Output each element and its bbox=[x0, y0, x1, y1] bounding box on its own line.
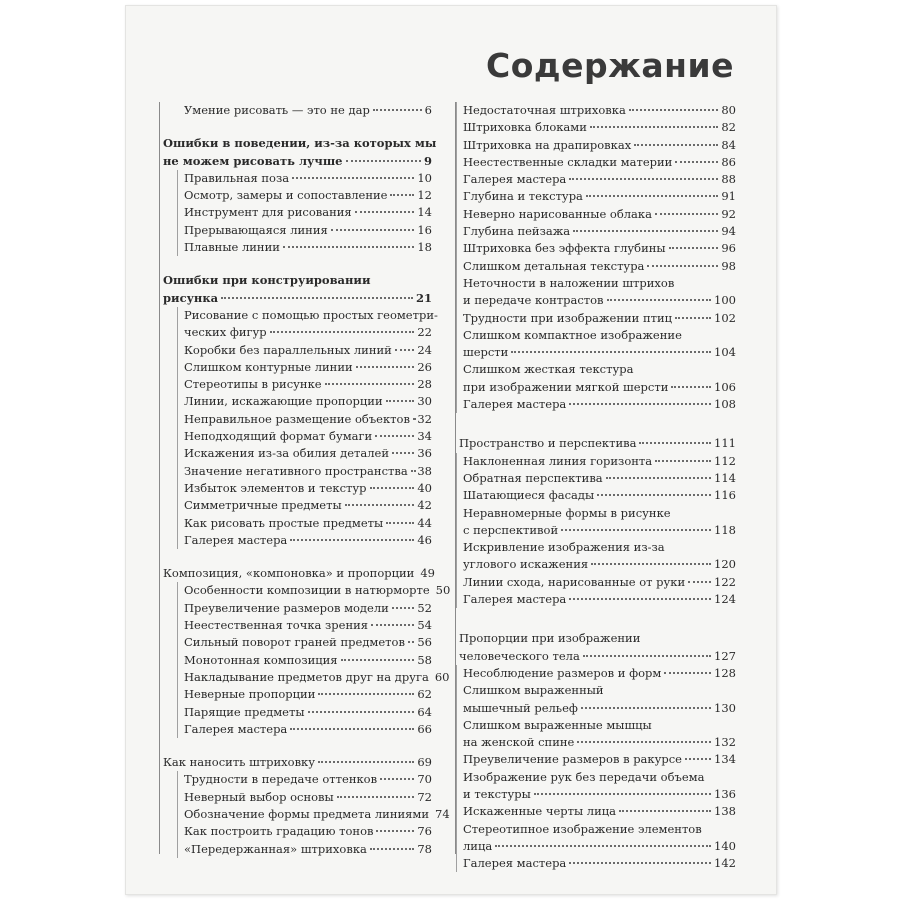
page-number: 78 bbox=[417, 841, 432, 856]
entry-title: Неверные пропорции bbox=[184, 687, 316, 702]
page-number: 36 bbox=[417, 446, 432, 461]
page-number: 88 bbox=[721, 172, 736, 187]
entry-title: Шатающиеся фасады bbox=[463, 488, 595, 503]
toc-entry[interactable] bbox=[457, 258, 736, 275]
book-page bbox=[125, 5, 777, 895]
dot-leader bbox=[685, 758, 711, 760]
toc-entry[interactable] bbox=[178, 480, 432, 497]
page-number: 52 bbox=[417, 600, 432, 615]
page-number: 108 bbox=[714, 397, 736, 412]
entry-title: Стереотипы в рисунке bbox=[184, 377, 322, 392]
page-number: 64 bbox=[417, 704, 432, 719]
dot-leader bbox=[647, 265, 718, 267]
toc-entry-line[interactable]: Рисование с помощью простых геометри- bbox=[184, 307, 438, 322]
dot-leader bbox=[386, 522, 414, 524]
page-number: 114 bbox=[714, 470, 736, 485]
entry-title: Пространство и перспектива bbox=[459, 436, 637, 451]
section-title-entry[interactable] bbox=[456, 435, 736, 452]
page-number: 118 bbox=[714, 522, 736, 537]
toc-entry[interactable] bbox=[457, 154, 736, 171]
entry-title: и передаче контрастов bbox=[463, 293, 604, 308]
dot-leader bbox=[318, 761, 414, 763]
dot-leader bbox=[629, 109, 719, 111]
entry-title: не можем рисовать лучше bbox=[163, 153, 343, 168]
entry-title: Правильная поза bbox=[184, 170, 290, 185]
page-number: 42 bbox=[417, 498, 432, 513]
page-number: 138 bbox=[714, 804, 736, 819]
toc-entry[interactable] bbox=[178, 634, 432, 651]
entry-title: Симметричные предметы bbox=[184, 498, 342, 513]
entry-title: Обратная перспектива bbox=[463, 470, 603, 485]
entry-title: Прерывающаяся линия bbox=[184, 222, 328, 237]
dot-leader bbox=[669, 247, 719, 249]
toc-entry[interactable] bbox=[457, 700, 736, 717]
entry-title: Обозначение формы предмета линиями bbox=[184, 806, 430, 821]
dot-leader bbox=[590, 126, 718, 128]
entry-title: Линии, искажающие пропорции bbox=[184, 394, 383, 409]
dot-leader bbox=[664, 672, 711, 674]
page-number: 62 bbox=[417, 687, 432, 702]
toc-entry[interactable] bbox=[457, 310, 736, 327]
entry-title: Галерея мастера bbox=[463, 592, 567, 607]
toc-entry[interactable] bbox=[457, 240, 736, 257]
entry-title: Избыток элементов и текстур bbox=[184, 480, 367, 495]
page-number: 24 bbox=[417, 342, 432, 357]
toc-entry[interactable] bbox=[457, 188, 736, 205]
dot-leader bbox=[386, 400, 415, 402]
dot-leader bbox=[577, 741, 711, 743]
page-number: 49 bbox=[420, 566, 435, 581]
toc-entry[interactable] bbox=[178, 428, 432, 445]
toc-entry[interactable] bbox=[457, 838, 736, 855]
entry-title: Глубина и текстура bbox=[463, 189, 583, 204]
dot-leader bbox=[511, 351, 711, 353]
dot-leader bbox=[371, 624, 414, 626]
page-number: 136 bbox=[714, 786, 736, 801]
section-title-entry[interactable] bbox=[160, 290, 432, 307]
toc-entry[interactable] bbox=[457, 379, 736, 396]
page-number: 128 bbox=[714, 665, 736, 680]
toc-entry[interactable] bbox=[178, 170, 432, 187]
page-number: 76 bbox=[417, 824, 432, 839]
dot-leader bbox=[318, 693, 414, 695]
toc-section-6 bbox=[456, 630, 736, 872]
dot-leader bbox=[270, 331, 415, 333]
dot-leader bbox=[569, 598, 711, 600]
entry-title: Парящие предметы bbox=[184, 704, 305, 719]
page-number: 96 bbox=[721, 241, 736, 256]
toc-column-right bbox=[455, 102, 736, 871]
dot-leader bbox=[292, 177, 414, 179]
toc-entry[interactable] bbox=[457, 292, 736, 309]
dot-leader bbox=[534, 793, 711, 795]
toc-entry[interactable] bbox=[457, 206, 736, 223]
toc-entry-line[interactable]: Неравномерные формы в рисунке bbox=[463, 505, 671, 520]
entry-title: Трудности при изображении птиц bbox=[463, 310, 673, 325]
toc-entry[interactable] bbox=[178, 102, 432, 119]
page-number: 124 bbox=[714, 592, 736, 607]
section-title-entry[interactable] bbox=[160, 754, 432, 771]
dot-leader bbox=[671, 386, 711, 388]
entry-title: Неверный выбор основы bbox=[184, 789, 334, 804]
page-number: 16 bbox=[417, 222, 432, 237]
page-number: 69 bbox=[417, 755, 432, 770]
dot-leader bbox=[655, 460, 711, 462]
page-number: 6 bbox=[424, 103, 432, 117]
page-number: 132 bbox=[714, 735, 736, 750]
dot-leader bbox=[639, 442, 711, 444]
dot-leader bbox=[370, 848, 414, 850]
page-number: 22 bbox=[417, 325, 432, 340]
page-number: 58 bbox=[417, 652, 432, 667]
toc-section-3 bbox=[160, 565, 451, 738]
page-number: 21 bbox=[415, 290, 432, 305]
entry-title: Композиция, «компоновка» и пропорции bbox=[163, 566, 415, 581]
toc-entry[interactable] bbox=[457, 855, 736, 872]
toc-entry[interactable] bbox=[457, 119, 736, 136]
toc-entry[interactable] bbox=[178, 806, 450, 823]
page-number: 82 bbox=[721, 120, 736, 135]
dot-leader bbox=[606, 477, 711, 479]
entry-title: Штриховка на драпировках bbox=[463, 137, 632, 152]
toc-entry-line[interactable]: Слишком выраженный bbox=[463, 683, 604, 698]
entry-title: Плавные линии bbox=[184, 240, 280, 255]
toc-entry[interactable] bbox=[178, 463, 432, 480]
toc-entry[interactable] bbox=[178, 497, 432, 514]
toc-entry[interactable] bbox=[178, 376, 432, 393]
toc-entry[interactable] bbox=[178, 600, 432, 617]
page-number: 40 bbox=[417, 480, 432, 495]
dot-leader bbox=[591, 563, 711, 565]
entry-title: Штриховка без эффекта глубины bbox=[463, 241, 666, 256]
toc-entry[interactable] bbox=[178, 411, 432, 428]
page-number: 10 bbox=[417, 170, 432, 185]
entry-title: Штриховка блоками bbox=[463, 120, 587, 135]
entry-title: Искажения из-за обилия деталей bbox=[184, 446, 390, 461]
dot-leader bbox=[390, 194, 414, 196]
toc-entry[interactable] bbox=[178, 393, 432, 410]
entry-title: Линии схода, нарисованные от руки bbox=[463, 574, 686, 589]
entry-title: Несоблюдение размеров и форм bbox=[463, 665, 662, 680]
page-number: 12 bbox=[417, 188, 432, 203]
dot-leader bbox=[392, 452, 414, 454]
toc-entry[interactable] bbox=[178, 841, 432, 858]
entry-title: Сильный поворот граней предметов bbox=[184, 635, 405, 650]
dot-leader bbox=[634, 144, 718, 146]
dot-leader bbox=[346, 160, 421, 162]
toc-entry[interactable] bbox=[457, 102, 736, 119]
page-number: 50 bbox=[435, 583, 451, 598]
page-number: 111 bbox=[714, 436, 736, 451]
dot-leader bbox=[413, 418, 414, 420]
entry-title: Накладывание предметов друг на друга bbox=[184, 669, 429, 684]
dot-leader bbox=[308, 711, 415, 713]
section-title: Ошибки при конструировании bbox=[163, 273, 371, 288]
toc-entry[interactable] bbox=[178, 204, 432, 221]
page-number: 116 bbox=[714, 488, 736, 503]
entry-title: Галерея мастера bbox=[463, 397, 567, 412]
entry-title: Галерея мастера bbox=[184, 721, 288, 736]
toc-entry[interactable] bbox=[178, 515, 432, 532]
dot-leader bbox=[337, 796, 415, 798]
page-number: 127 bbox=[714, 648, 736, 663]
dot-leader bbox=[373, 109, 422, 111]
page-number: 14 bbox=[417, 205, 432, 220]
toc-entry[interactable] bbox=[457, 803, 736, 820]
page-number: 60 bbox=[434, 669, 450, 684]
toc-entry[interactable] bbox=[178, 532, 432, 549]
entry-title: при изображении мягкой шерсти bbox=[463, 379, 669, 394]
dot-leader bbox=[395, 349, 415, 351]
entry-title: лица bbox=[463, 838, 493, 853]
page-number: 142 bbox=[714, 856, 736, 871]
dot-leader bbox=[341, 659, 415, 661]
page-number: 130 bbox=[714, 700, 736, 715]
page-number: 72 bbox=[417, 789, 432, 804]
page-number: 104 bbox=[714, 345, 736, 360]
entry-title: Искаженные черты лица bbox=[463, 804, 617, 819]
entry-title: Неестественная точка зрения bbox=[184, 618, 369, 633]
entry-title: Особенности композиции в натюрморте bbox=[184, 583, 430, 598]
entry-title: Осмотр, замеры и сопоставление bbox=[184, 188, 388, 203]
toc-entry[interactable] bbox=[178, 359, 432, 376]
entry-title: Глубина пейзажа bbox=[463, 224, 571, 239]
entry-title: Галерея мастера bbox=[184, 532, 288, 547]
page-number: 34 bbox=[417, 429, 432, 444]
dot-leader bbox=[370, 487, 415, 489]
entry-title: Коробки без параллельных линий bbox=[184, 342, 392, 357]
toc-entry[interactable] bbox=[178, 445, 432, 462]
toc-entry-line[interactable]: Искривление изображения из-за bbox=[463, 540, 665, 555]
dot-leader bbox=[290, 539, 414, 541]
entry-title: Слишком контурные линии bbox=[184, 359, 353, 374]
toc-entry[interactable] bbox=[457, 171, 736, 188]
entry-title: рисунка bbox=[163, 290, 219, 305]
entry-title: Слишком детальная текстура bbox=[463, 258, 645, 273]
page-number: 120 bbox=[714, 557, 736, 572]
dot-leader bbox=[392, 607, 415, 609]
entry-title: Умение рисовать — это не дар bbox=[184, 103, 370, 117]
entry-title: Неподходящий формат бумаги bbox=[184, 429, 373, 444]
dot-leader bbox=[583, 655, 711, 657]
toc-entry[interactable] bbox=[178, 239, 432, 256]
section-title-entry[interactable] bbox=[160, 565, 435, 582]
dot-leader bbox=[655, 213, 718, 215]
toc-entry[interactable] bbox=[457, 665, 736, 682]
toc-section-1 bbox=[160, 135, 437, 256]
dot-leader bbox=[331, 229, 415, 231]
toc-section-4 bbox=[160, 754, 450, 858]
entry-title: Галерея мастера bbox=[463, 172, 567, 187]
dot-leader bbox=[380, 778, 414, 780]
page-number: 106 bbox=[714, 379, 736, 394]
entry-title: Как наносить штриховку bbox=[163, 755, 316, 770]
page-number: 18 bbox=[417, 240, 432, 255]
toc-entry[interactable] bbox=[457, 137, 736, 154]
toc-entry[interactable] bbox=[457, 786, 736, 803]
page-number: 46 bbox=[417, 532, 432, 547]
toc-entry[interactable] bbox=[457, 734, 736, 751]
page-number: 9 bbox=[423, 153, 432, 168]
entry-title: Неестественные складки материи bbox=[463, 154, 673, 169]
toc-entry[interactable] bbox=[178, 686, 432, 703]
entry-title: Как рисовать простые предметы bbox=[184, 515, 384, 530]
section-title: Пропорции при изображении bbox=[459, 631, 641, 646]
toc-entry[interactable] bbox=[457, 556, 736, 573]
toc-entry[interactable] bbox=[457, 591, 736, 608]
toc-entry-line[interactable]: Слишком выраженные мышцы bbox=[463, 717, 652, 732]
toc-section-5 bbox=[456, 435, 736, 608]
entry-title: Преувеличение размеров модели bbox=[184, 600, 389, 615]
section-title-entry[interactable] bbox=[456, 648, 736, 665]
dot-leader bbox=[597, 494, 711, 496]
dot-leader bbox=[688, 581, 711, 583]
entry-title: мышечный рельеф bbox=[463, 700, 578, 715]
entry-title: Неправильное размещение объектов bbox=[184, 411, 410, 426]
page-title: Содержание bbox=[486, 46, 734, 85]
page-number: 54 bbox=[417, 618, 432, 633]
toc-entry-line[interactable]: Слишком жесткая текстура bbox=[463, 362, 634, 377]
toc-entry[interactable] bbox=[457, 223, 736, 240]
page-number: 92 bbox=[721, 206, 736, 221]
dot-leader bbox=[569, 178, 718, 180]
dot-leader bbox=[675, 317, 711, 319]
section-title: Ошибки в поведении, из-за которых мы bbox=[163, 136, 437, 151]
page-number: 66 bbox=[417, 721, 432, 736]
entry-title: Значение негативного пространства bbox=[184, 463, 408, 478]
page-number: 32 bbox=[417, 411, 432, 426]
toc-entry[interactable] bbox=[178, 324, 432, 341]
dot-leader bbox=[355, 211, 415, 213]
toc-section-4-continued bbox=[456, 102, 736, 413]
entry-title: с перспективой bbox=[463, 522, 559, 537]
toc-entry[interactable] bbox=[178, 342, 432, 359]
dot-leader bbox=[325, 383, 415, 385]
toc-entry[interactable] bbox=[178, 652, 432, 669]
dot-leader bbox=[375, 435, 414, 437]
page-number: 30 bbox=[417, 394, 432, 409]
toc-entry[interactable] bbox=[178, 582, 451, 599]
toc-entry[interactable] bbox=[178, 222, 432, 239]
page-number: 122 bbox=[714, 574, 736, 589]
toc-entry-line[interactable]: Слишком компактное изображение bbox=[463, 327, 682, 342]
dot-leader bbox=[345, 504, 415, 506]
dot-leader bbox=[586, 195, 718, 197]
entry-title: Преувеличение размеров в ракурсе bbox=[463, 752, 682, 767]
entry-title: Трудности в передаче оттенков bbox=[184, 772, 378, 787]
toc-entry[interactable] bbox=[457, 751, 736, 768]
toc-section-2 bbox=[160, 272, 438, 549]
toc-entry[interactable] bbox=[457, 453, 736, 470]
page-number: 44 bbox=[417, 515, 432, 530]
toc-entry[interactable] bbox=[178, 669, 450, 686]
entry-title: на женской спине bbox=[463, 735, 575, 750]
toc-entry[interactable] bbox=[457, 344, 736, 361]
page-number: 80 bbox=[721, 103, 736, 117]
toc-entry[interactable] bbox=[178, 704, 432, 721]
page-number: 140 bbox=[714, 838, 736, 853]
page-number: 134 bbox=[714, 752, 736, 767]
dot-leader bbox=[221, 297, 413, 299]
toc-entry[interactable] bbox=[457, 574, 736, 591]
toc-entry[interactable] bbox=[178, 617, 432, 634]
toc-entry[interactable] bbox=[457, 396, 736, 413]
dot-leader bbox=[573, 230, 718, 232]
dot-leader bbox=[283, 246, 414, 248]
dot-leader bbox=[290, 728, 414, 730]
entry-title: человеческого тела bbox=[459, 648, 580, 663]
dot-leader bbox=[561, 529, 711, 531]
entry-title: Неверно нарисованные облака bbox=[463, 206, 652, 221]
entry-title: «Передержанная» штриховка bbox=[184, 841, 367, 856]
toc-entry[interactable] bbox=[178, 823, 432, 840]
entry-title: углового искажения bbox=[463, 557, 589, 572]
toc-entry[interactable] bbox=[457, 487, 736, 504]
entry-title: Монотонная композиция bbox=[184, 652, 338, 667]
page-number: 26 bbox=[417, 359, 432, 374]
toc-entry[interactable] bbox=[178, 789, 432, 806]
toc-entry-line[interactable]: Стереотипное изображение элементов bbox=[463, 821, 702, 836]
dot-leader bbox=[607, 299, 712, 301]
entry-title: Галерея мастера bbox=[463, 856, 567, 871]
entry-title: и текстуры bbox=[463, 786, 531, 801]
toc-entry[interactable] bbox=[457, 522, 736, 539]
section-title-entry[interactable] bbox=[160, 153, 432, 170]
toc-entry[interactable] bbox=[178, 771, 432, 788]
dot-leader bbox=[376, 830, 414, 832]
toc-entry-line[interactable]: Неточности в наложении штрихов bbox=[463, 275, 675, 290]
dot-leader bbox=[408, 641, 414, 643]
dot-leader bbox=[619, 810, 711, 812]
entry-title: ческих фигур bbox=[184, 325, 267, 340]
page-number: 70 bbox=[417, 772, 432, 787]
dot-leader bbox=[569, 403, 711, 405]
entry-title: Как построить градацию тонов bbox=[184, 824, 374, 839]
entry-title: Недостаточная штриховка bbox=[463, 103, 626, 117]
toc-column-left bbox=[159, 102, 451, 856]
page-number: 94 bbox=[721, 224, 736, 239]
page-number: 38 bbox=[417, 463, 432, 478]
page-number: 74 bbox=[435, 806, 450, 821]
dot-leader bbox=[569, 862, 711, 864]
page-number: 100 bbox=[714, 293, 736, 308]
page-number: 28 bbox=[417, 377, 432, 392]
dot-leader bbox=[411, 470, 415, 472]
dot-leader bbox=[581, 707, 711, 709]
page-number: 86 bbox=[721, 154, 736, 169]
entry-title: Наклоненная линия горизонта bbox=[463, 453, 653, 468]
dot-leader bbox=[356, 366, 415, 368]
dot-leader bbox=[675, 161, 718, 163]
toc-entry[interactable] bbox=[178, 187, 432, 204]
page-number: 102 bbox=[714, 310, 736, 325]
page-number: 91 bbox=[721, 189, 736, 204]
entry-title: шерсти bbox=[463, 345, 509, 360]
page-number: 112 bbox=[714, 453, 736, 468]
page-number: 56 bbox=[417, 635, 432, 650]
dot-leader bbox=[495, 845, 711, 847]
page-number: 98 bbox=[721, 258, 736, 273]
page-number: 84 bbox=[721, 137, 736, 152]
toc-entry[interactable] bbox=[178, 721, 432, 738]
entry-title: Инструмент для рисования bbox=[184, 205, 352, 220]
toc-entry-line[interactable]: Изображение рук без передачи объема bbox=[463, 769, 705, 784]
toc-entry[interactable] bbox=[457, 470, 736, 487]
